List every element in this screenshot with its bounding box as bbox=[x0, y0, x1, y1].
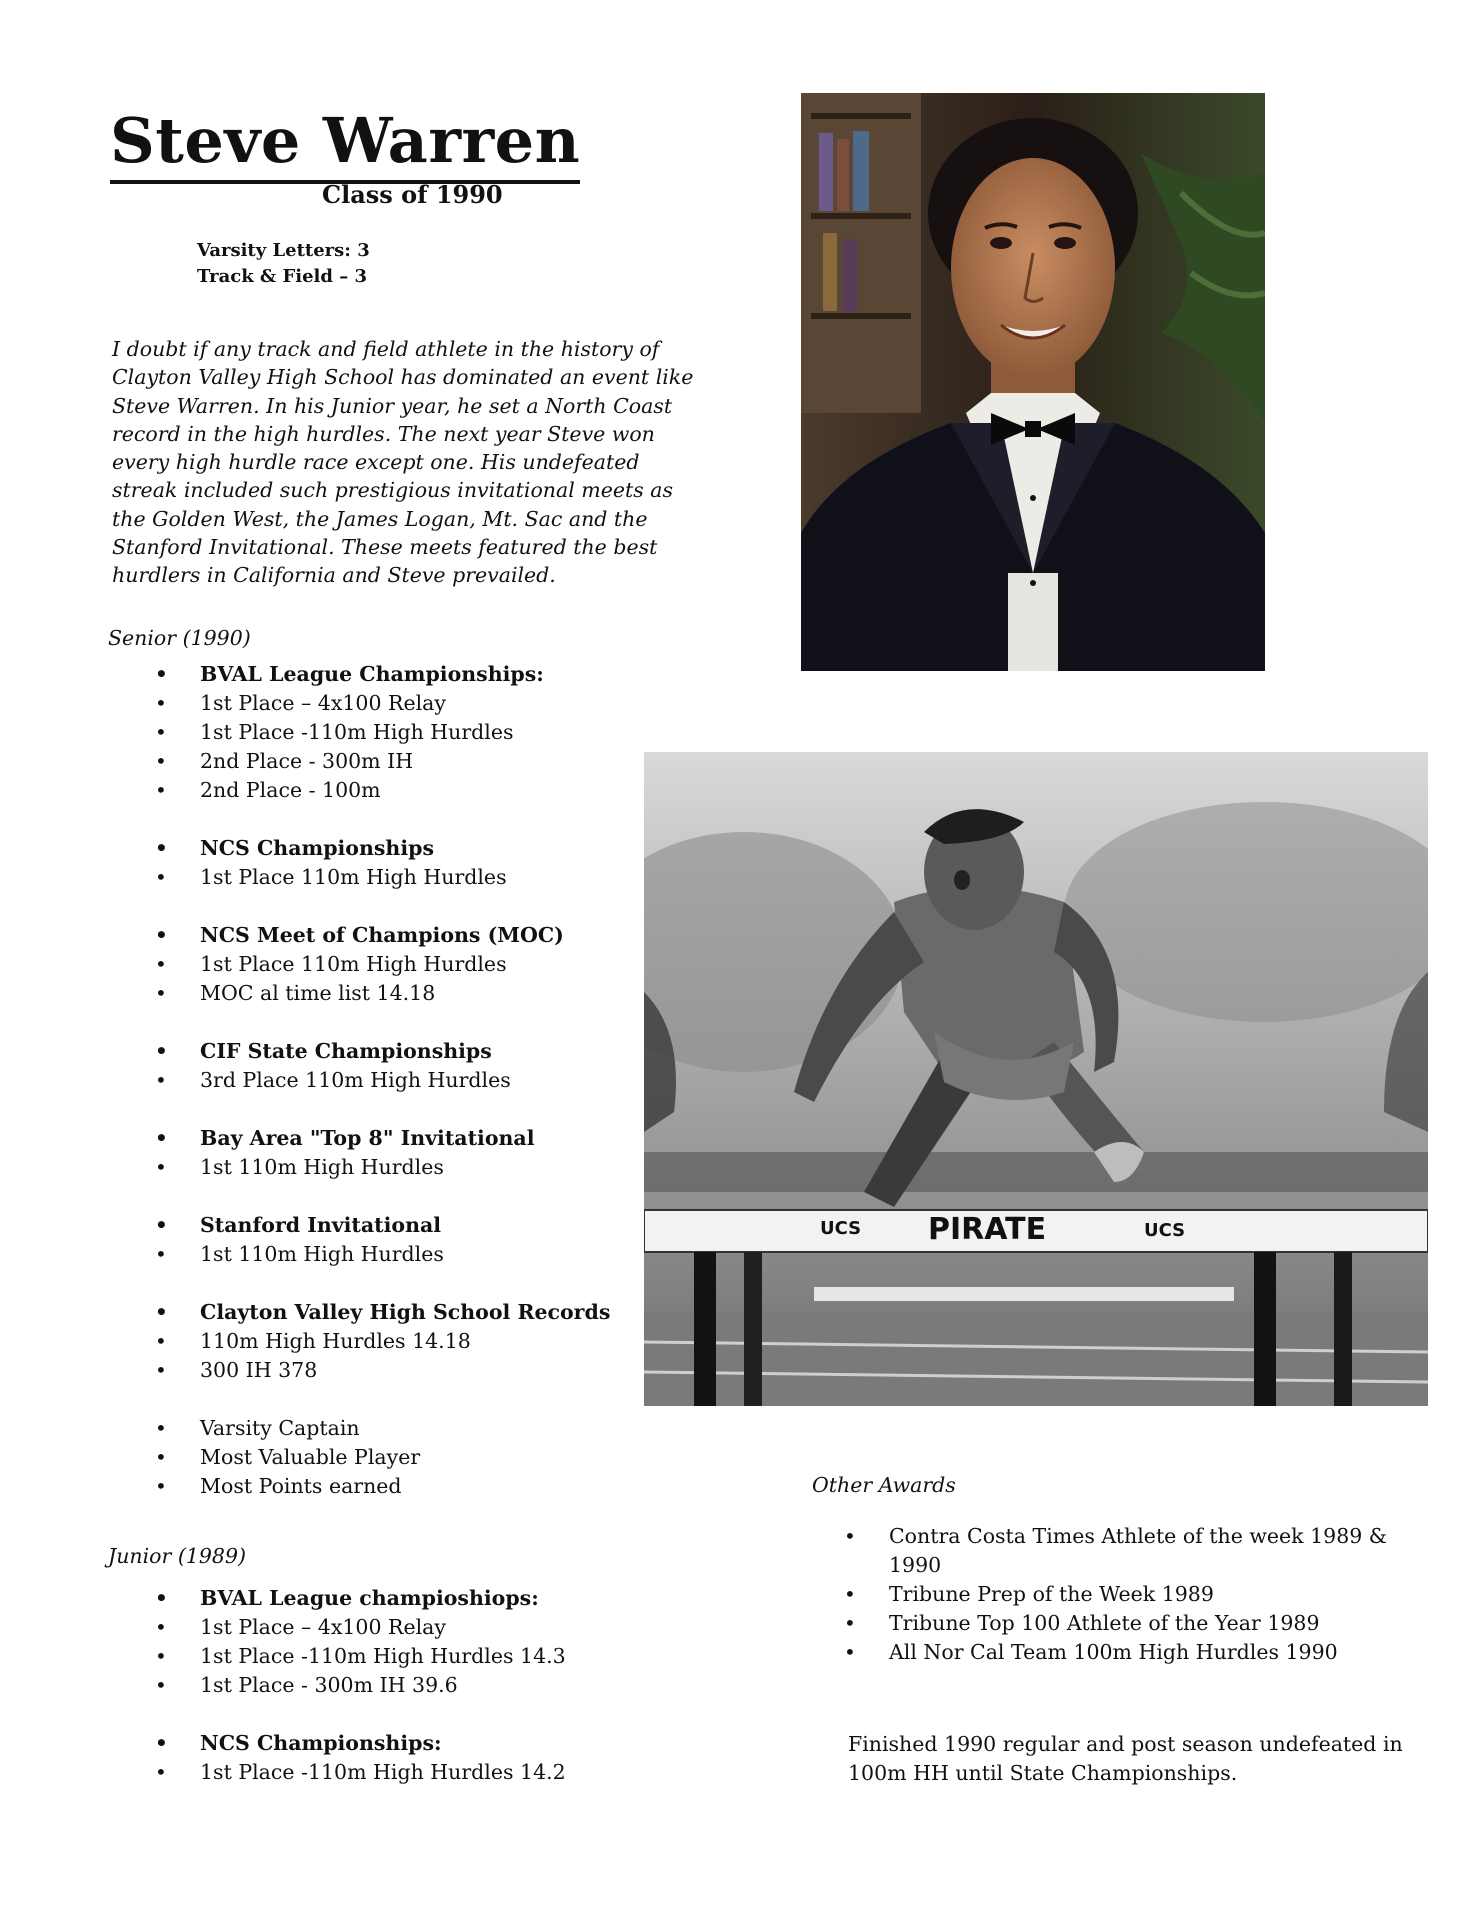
list-subheading: • Stanford Invitational bbox=[155, 1211, 610, 1240]
list-item: • All Nor Cal Team 100m High Hurdles 1990 bbox=[844, 1638, 1404, 1667]
bio-paragraph: I doubt if any track and field athlete in the history of Clayton Valley High School has dominated an event like Steve Warren. In his Junior year, he set a North Coast record in the high hurdles. The next year Steve won every high hurdle race except one. His undefeated streak included such prestigious invitational meets as the Golden West, the James Logan, Mt. Sac and the Stanford Invitational. These meets featured the best hurdlers in California and Steve prevailed. bbox=[112, 337, 694, 588]
list-item: • 1st Place -110m High Hurdles 14.2 bbox=[155, 1758, 566, 1787]
list-item: • 1st Place 110m High Hurdles bbox=[155, 950, 610, 979]
list-item: • 300 IH 378 bbox=[155, 1356, 610, 1385]
junior-heading: Junior (1989) bbox=[108, 1544, 247, 1568]
other-awards-heading: Other Awards bbox=[812, 1473, 956, 1497]
senior-achievements-list bbox=[155, 660, 610, 1501]
hurdle-action-photo bbox=[644, 752, 1428, 1406]
portrait-photo bbox=[801, 93, 1265, 671]
list-subheading: • Clayton Valley High School Records bbox=[155, 1298, 610, 1327]
list-item: • 1st Place – 4x100 Relay bbox=[155, 689, 610, 718]
list-item: • Varsity Captain bbox=[155, 1414, 610, 1443]
hurdle-banner-center-text: PIRATE bbox=[928, 1212, 1047, 1247]
list-item: • 2nd Place - 300m IH bbox=[155, 747, 610, 776]
list-subheading: • BVAL League champioshiops: bbox=[155, 1584, 566, 1613]
junior-achievements-list bbox=[155, 1584, 566, 1787]
list-subheading: • Bay Area "Top 8" Invitational bbox=[155, 1124, 610, 1153]
list-subheading: • NCS Championships: bbox=[155, 1729, 566, 1758]
closing-note: Finished 1990 regular and post season undefeated in 100m HH until State Championships. bbox=[848, 1732, 1403, 1785]
list-item: • 1st Place – 4x100 Relay bbox=[155, 1613, 566, 1642]
list-subheading: • NCS Meet of Champions (MOC) bbox=[155, 921, 610, 950]
list-item: • 2nd Place - 100m bbox=[155, 776, 610, 805]
list-item: • 1st Place -110m High Hurdles 14.3 bbox=[155, 1642, 566, 1671]
list-item: • 1st Place 110m High Hurdles bbox=[155, 863, 610, 892]
list-item: • 1st 110m High Hurdles bbox=[155, 1240, 610, 1269]
track-field-letters: Track & Field – 3 bbox=[197, 266, 367, 287]
list-subheading: • BVAL League Championships: bbox=[155, 660, 610, 689]
list-item: • 1st 110m High Hurdles bbox=[155, 1153, 610, 1182]
varsity-letters-block bbox=[197, 238, 370, 290]
list-item: • Contra Costa Times Athlete of the week 1989 & 1990 bbox=[844, 1522, 1404, 1580]
list-item: • Tribune Prep of the Week 1989 bbox=[844, 1580, 1404, 1609]
class-year: Class of 1990 bbox=[322, 180, 503, 209]
list-item: • Most Points earned bbox=[155, 1472, 610, 1501]
athlete-name: Steve Warren bbox=[110, 104, 580, 184]
list-item: • 110m High Hurdles 14.18 bbox=[155, 1327, 610, 1356]
other-awards-list bbox=[844, 1522, 1404, 1667]
list-item: • MOC al time list 14.18 bbox=[155, 979, 610, 1008]
list-item: • 1st Place - 300m IH 39.6 bbox=[155, 1671, 566, 1700]
varsity-letters: Varsity Letters: 3 bbox=[197, 240, 370, 261]
list-item: • Tribune Top 100 Athlete of the Year 1989 bbox=[844, 1609, 1404, 1638]
hurdle-banner-right-text: UCS bbox=[1144, 1220, 1186, 1241]
senior-heading: Senior (1990) bbox=[108, 626, 251, 650]
list-item: • 3rd Place 110m High Hurdles bbox=[155, 1066, 610, 1095]
list-subheading: • CIF State Championships bbox=[155, 1037, 610, 1066]
list-item: • 1st Place -110m High Hurdles bbox=[155, 718, 610, 747]
list-subheading: • NCS Championships bbox=[155, 834, 610, 863]
hurdle-banner-left-text: UCS bbox=[820, 1218, 862, 1239]
list-item: • Most Valuable Player bbox=[155, 1443, 610, 1472]
